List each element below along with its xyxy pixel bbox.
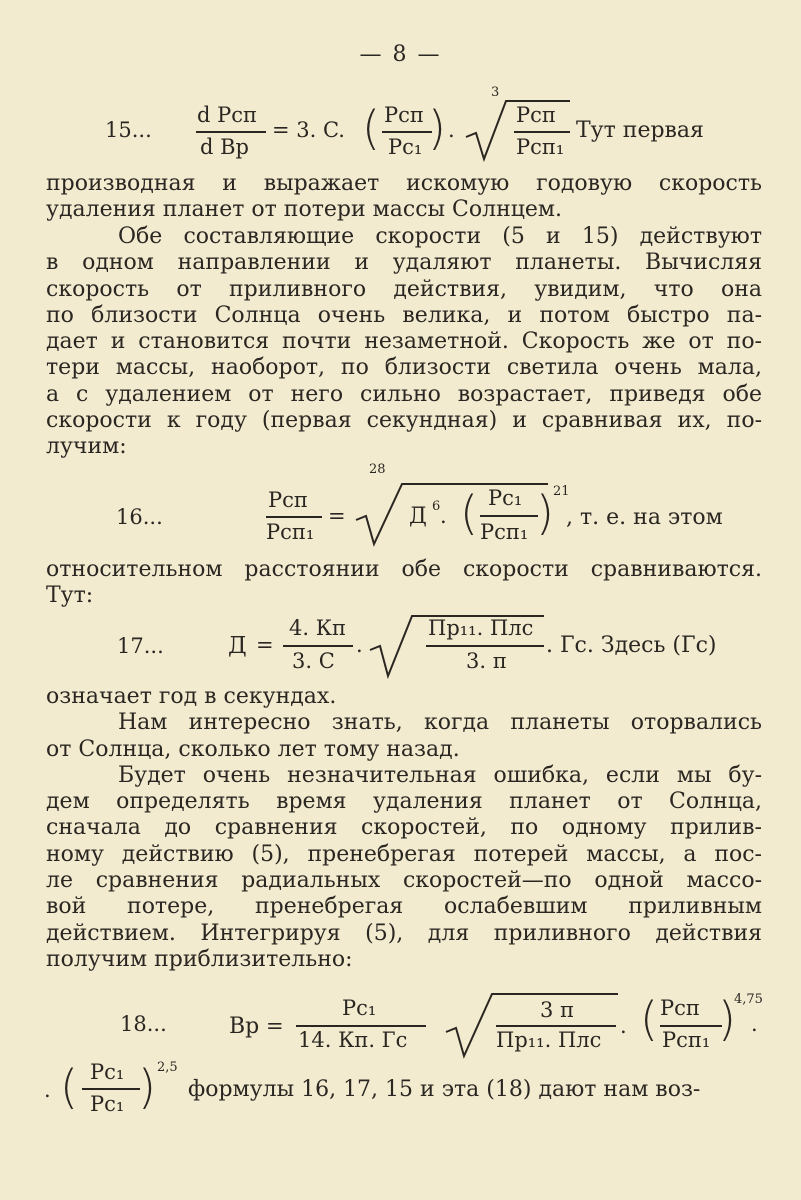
fraction-bar [426, 645, 544, 647]
text-line: дем определять время удаления планет от Солнца, [46, 789, 762, 815]
last-line [0, 1058, 801, 1128]
equals-sign: = 3. C. [272, 118, 345, 142]
trailing-text: . Гс. Здесь (Гс) [546, 633, 717, 658]
text-line: удаления планет от потери массы Солнцем. [46, 197, 563, 223]
right-paren: ) [138, 1060, 156, 1114]
equation-number: 16... [116, 505, 163, 529]
lhs-denominator: Рсп₁ [266, 520, 315, 544]
equals-sign: = [266, 1014, 284, 1038]
text-line: а с удалением от него сильно возрастает, приведя обе [46, 381, 762, 407]
right-paren: ) [718, 992, 736, 1046]
lhs-denominator: d Вр [200, 135, 249, 159]
lead-dot: . [44, 1078, 51, 1102]
paren-exponent: 21 [553, 484, 570, 499]
paren-denominator: Рс₁ [90, 1092, 125, 1116]
paragraph-1 [46, 171, 762, 224]
paren-denominator: Рсп₁ [662, 1028, 711, 1052]
text-line: Будет очень незначительная ошибка, если мы бу- [118, 762, 762, 788]
paren-numerator: Рс₁ [90, 1060, 125, 1084]
trailing-text: Тут первая [576, 118, 704, 143]
text-line: тери массы, наоборот, по близости светила очень мала, [46, 355, 762, 381]
lhs-variable: Д [228, 633, 247, 659]
fraction-numerator: 4. Кп [289, 616, 346, 640]
left-paren: ( [460, 486, 478, 540]
text-line: формулы 16, 17, 15 и эта (18) дают нам воз- [188, 1077, 701, 1102]
d-exponent: 6 [432, 499, 441, 514]
fraction-bar [514, 131, 570, 133]
text-line: от Солнца, сколько лет тому назад. [46, 736, 460, 762]
equation-15 [0, 85, 801, 175]
fraction-bar [660, 1025, 722, 1027]
paragraph-3 [46, 557, 762, 610]
paren-numerator: Рсп [384, 103, 424, 127]
fraction-denominator: 3. C [292, 649, 335, 673]
fraction-bar [382, 131, 432, 133]
root-numerator: Рсп [516, 103, 556, 127]
fraction-bar [496, 1025, 616, 1027]
left-paren: ( [60, 1060, 78, 1114]
trailing-dot: . [751, 1012, 758, 1036]
paren-exponent: 2,5 [157, 1060, 178, 1075]
text-line: Обе составляющие скорости (5 и 15) действуют [118, 224, 762, 249]
lhs-variable: Вр [229, 1014, 260, 1039]
d-variable: Д [409, 504, 427, 529]
root-denominator: Рсп₁ [516, 135, 565, 159]
text-line: относительном расстоянии обе скорости сравниваются. [46, 557, 762, 582]
text-line: в одном направлении и удаляют планеты. Вычисляя [46, 250, 762, 276]
lhs-numerator: Рсп [268, 488, 308, 512]
text-line: сначала до сравнения скоростей, по одному прилив- [46, 815, 762, 841]
text-line: действием. Интегрируя (5), для приливного действия [46, 920, 762, 946]
trailing-text: , т. е. на этом [566, 505, 723, 530]
fraction-denominator: 14. Кп. Гс [298, 1028, 408, 1052]
paren-numerator: Рс₁ [488, 486, 523, 510]
root-denominator: 3. π [466, 649, 507, 673]
text-line: получим приблизительно: [46, 946, 353, 972]
text-line: скорости к году (первая секундная) и сравнивая их, по- [46, 408, 762, 434]
multiply-dot: . [620, 1014, 627, 1038]
equation-number: 17... [117, 634, 164, 658]
multiply-dot: . [440, 504, 447, 528]
right-paren: ) [428, 101, 446, 155]
equation-17 [0, 606, 801, 696]
equation-number: 18... [120, 1012, 167, 1036]
paren-denominator: Рсп₁ [480, 520, 529, 544]
text-line: Тут: [46, 583, 94, 609]
paren-numerator: Рсп [660, 996, 700, 1020]
fraction-numerator: Рс₁ [342, 996, 377, 1020]
right-paren: ) [536, 486, 554, 540]
fraction-bar [296, 1025, 426, 1027]
page-number: — 8 — [359, 42, 442, 67]
equation-16 [0, 462, 801, 552]
paragraph-4 [46, 684, 762, 973]
lhs-numerator: d Рсп [197, 103, 258, 127]
multiply-dot: . [448, 118, 455, 142]
text-line: скорость от приливного действия, увидим, что она [46, 276, 762, 302]
root-numerator: Пр₁₁. Плс [428, 616, 534, 640]
fraction-bar [480, 515, 538, 517]
multiply-dot: . [356, 633, 363, 657]
equation-number: 15... [105, 118, 152, 142]
text-line: означает год в секундах. [46, 684, 337, 709]
text-line: ному действию (5), пренебрегая потерей массы, а пос- [46, 841, 762, 867]
left-paren: ( [362, 101, 380, 155]
root-denominator: Пр₁₁. Плс [496, 1028, 602, 1052]
text-line: вой потере, пренебрегая ослабевшим приливным [46, 894, 762, 920]
root-index: 28 [369, 462, 386, 477]
equals-sign: = [256, 633, 274, 657]
equals-sign: = [328, 504, 346, 528]
left-paren: ( [640, 992, 658, 1046]
root-numerator: 3 π [540, 998, 574, 1022]
paren-exponent: 4,75 [734, 992, 763, 1007]
fraction-bar [283, 645, 353, 647]
text-line: лучим: [46, 434, 127, 460]
fraction-bar [266, 516, 322, 518]
text-line: дает и становится почти незаметной. Скорость же от по- [46, 329, 762, 355]
text-line: по близости Солнца очень велика, и потом быстро па- [46, 302, 762, 328]
text-line: производная и выражает искомую годовую скорость [46, 171, 762, 196]
paragraph-2 [46, 224, 762, 461]
paren-denominator: Рс₁ [388, 135, 423, 159]
fraction-bar [196, 131, 266, 133]
fraction-bar [82, 1088, 140, 1090]
root-index: 3 [491, 85, 500, 100]
text-line: Нам интересно знать, когда планеты оторвались [118, 710, 762, 736]
text-line: ле сравнения радиальных скоростей—по одной массо- [46, 868, 762, 894]
